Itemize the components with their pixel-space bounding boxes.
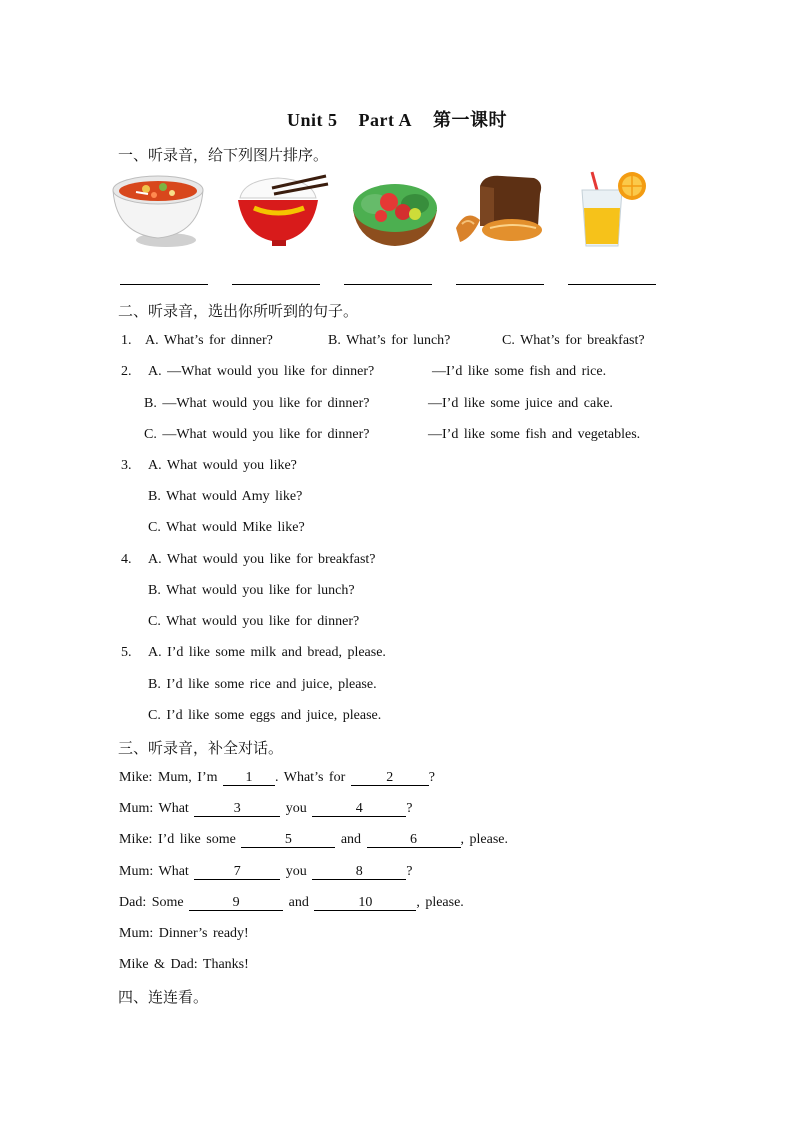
blank-3[interactable]: 3 [194, 802, 280, 817]
blank-4[interactable]: 4 [312, 802, 406, 817]
soup-bowl-icon [108, 168, 208, 254]
dialogue-line-6: Mum: Dinner’s ready! [119, 926, 249, 941]
q3-option-c: C. What would Mike like? [148, 520, 305, 535]
q3-option-a: A. What would you like? [148, 458, 297, 473]
blank-6[interactable]: 6 [367, 833, 461, 848]
q2-number: 2. [121, 364, 132, 379]
q2-option-a-answer: —I’d like some fish and rice. [432, 364, 607, 379]
dialogue-line-4: Mum: What 7 you 8 ? [119, 864, 413, 879]
section3-heading: 三、听录音，补全对话。 [118, 739, 284, 757]
q2-option-a: A. —What would you like for dinner? [148, 364, 375, 379]
blank-7[interactable]: 7 [194, 865, 280, 880]
blank-1[interactable]: 1 [223, 771, 275, 786]
answer-blank[interactable] [568, 283, 656, 285]
blank-5[interactable]: 5 [241, 833, 335, 848]
answer-blank[interactable] [456, 283, 544, 285]
q5-option-c: C. I’d like some eggs and juice, please. [148, 708, 382, 723]
q5-number: 5. [121, 645, 132, 660]
picture-row [100, 168, 680, 258]
q2-option-c-answer: —I’d like some fish and vegetables. [428, 427, 641, 442]
section1-heading: 一、听录音，给下列图片排序。 [118, 146, 329, 164]
q2-option-b-answer: —I’d like some juice and cake. [428, 396, 613, 411]
answer-blank[interactable] [344, 283, 432, 285]
q1-option-b: B. What’s for lunch? [328, 333, 451, 348]
section4-heading: 四、连连看。 [118, 988, 209, 1006]
salad-icon [345, 168, 445, 254]
q3-number: 3. [121, 458, 132, 473]
blank-2[interactable]: 2 [351, 771, 429, 786]
dialogue-line-1: Mike: Mum, I’m 1 . What’s for 2 ? [119, 770, 435, 785]
dialogue-line-5: Dad: Some 9 and 10 , please. [119, 895, 464, 910]
q1-number: 1. [121, 333, 132, 348]
dialogue-line-3: Mike: I’d like some 5 and 6 , please. [119, 832, 509, 847]
q2-option-c: C. —What would you like for dinner? [144, 427, 370, 442]
q4-number: 4. [121, 552, 132, 567]
q1-option-a: A. What’s for dinner? [145, 333, 273, 348]
q3-option-b: B. What would Amy like? [148, 489, 303, 504]
q4-option-c: C. What would you like for dinner? [148, 614, 360, 629]
dialogue-line-7: Mike & Dad: Thanks! [119, 957, 249, 972]
page-title: Unit 5 Part A 第一课时 [287, 110, 507, 130]
q5-option-a: A. I’d like some milk and bread, please. [148, 645, 386, 660]
blank-10[interactable]: 10 [314, 896, 416, 911]
blank-9[interactable]: 9 [189, 896, 283, 911]
answer-blank[interactable] [120, 283, 208, 285]
juice-icon [570, 168, 670, 254]
rice-bowl-icon [232, 168, 332, 254]
section2-heading: 二、听录音，选出你所听到的句子。 [118, 302, 359, 320]
q4-option-b: B. What would you like for lunch? [148, 583, 355, 598]
answer-blank[interactable] [232, 283, 320, 285]
q2-option-b: B. —What would you like for dinner? [144, 396, 370, 411]
q5-option-b: B. I’d like some rice and juice, please. [148, 677, 377, 692]
bread-icon [450, 168, 550, 254]
blank-8[interactable]: 8 [312, 865, 406, 880]
q4-option-a: A. What would you like for breakfast? [148, 552, 376, 567]
dialogue-line-2: Mum: What 3 you 4 ? [119, 801, 413, 816]
q1-option-c: C. What’s for breakfast? [502, 333, 645, 348]
